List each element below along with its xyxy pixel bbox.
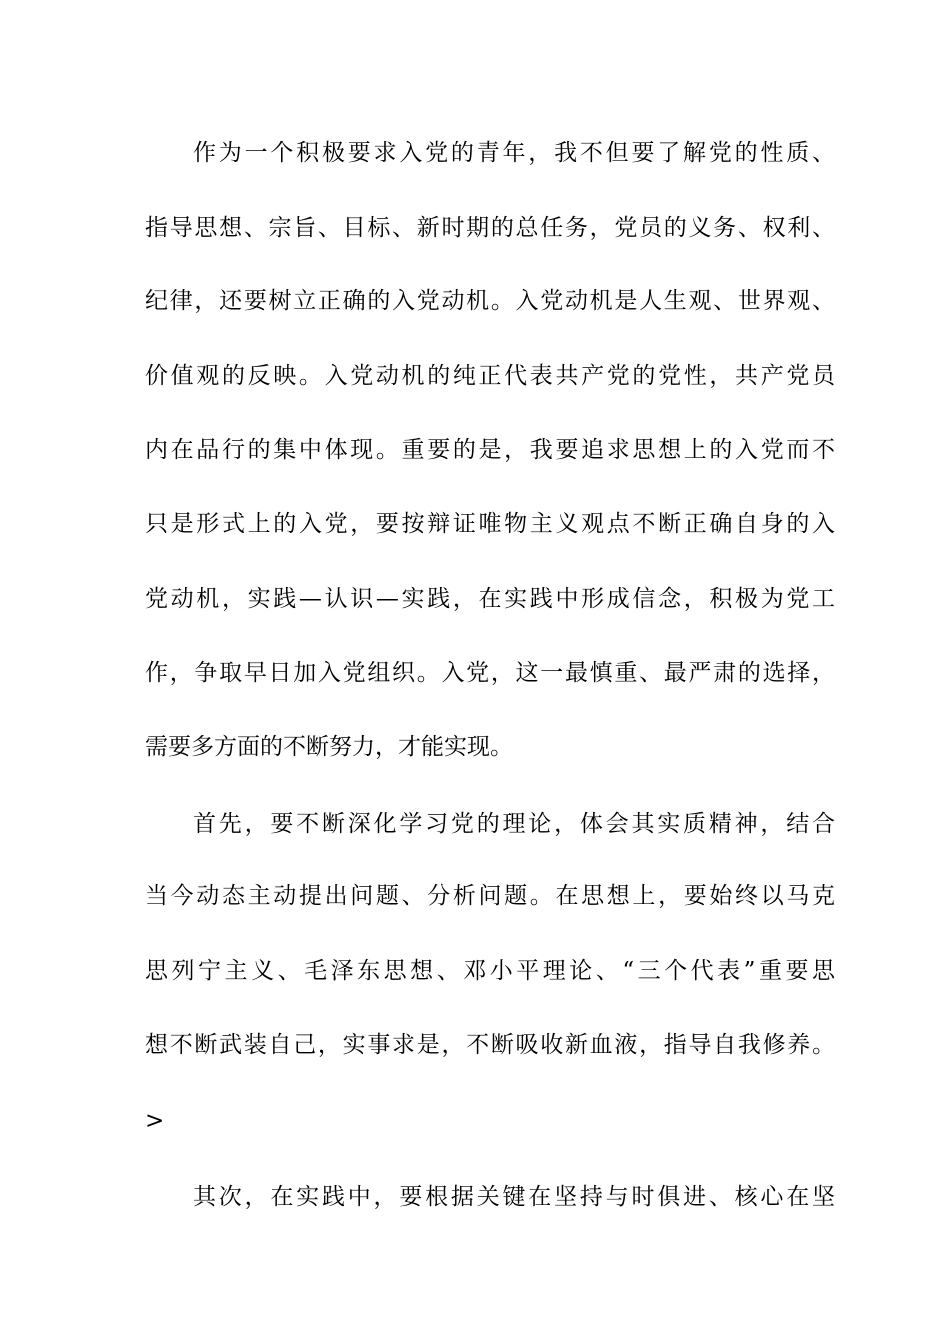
- paragraph-2-line-2: 当今动态主动提出问题、分析问题。在思想上，要始终以马克: [145, 883, 835, 909]
- paragraph-2-line-3: 思列宁主义、毛泽东思想、邓小平理论、“三个代表”重要思: [145, 958, 835, 984]
- paragraph-1-line-1: 作为一个积极要求入党的青年，我不但要了解党的性质、: [193, 140, 835, 166]
- paragraph-1-line-8: 作，争取早日加入党组织。入党，这一最慎重、最严肃的选择，: [145, 660, 835, 686]
- paragraph-1-line-7: 党动机，实践—认识—实践，在实践中形成信念，积极为党工: [145, 586, 835, 612]
- paragraph-1-line-2: 指导思想、宗旨、目标、新时期的总任务，党员的义务、权利、: [145, 215, 835, 241]
- paragraph-1-line-9: 需要多方面的不断努力，才能实现。: [145, 734, 513, 760]
- paragraph-2-line-5: >: [145, 1108, 165, 1134]
- paragraph-1-line-5: 内在品行的集中体现。重要的是，我要追求思想上的入党而不: [145, 437, 835, 463]
- paragraph-1-line-4: 价值观的反映。入党动机的纯正代表共产党的党性，共产党员: [145, 363, 835, 389]
- paragraph-2-line-4: 想不断武装自己，实事求是，不断吸收新血液，指导自我修养。: [145, 1032, 835, 1058]
- paragraph-1-line-3: 纪律，还要树立正确的入党动机。入党动机是人生观、世界观、: [145, 288, 835, 314]
- paragraph-3-line-1: 其次，在实践中，要根据关键在坚持与时俱进、核心在坚: [193, 1184, 835, 1210]
- paragraph-1-line-6: 只是形式上的入党，要按辩证唯物主义观点不断正确自身的入: [145, 511, 835, 537]
- paragraph-2-line-1: 首先，要不断深化学习党的理论，体会其实质精神，结合: [193, 811, 835, 837]
